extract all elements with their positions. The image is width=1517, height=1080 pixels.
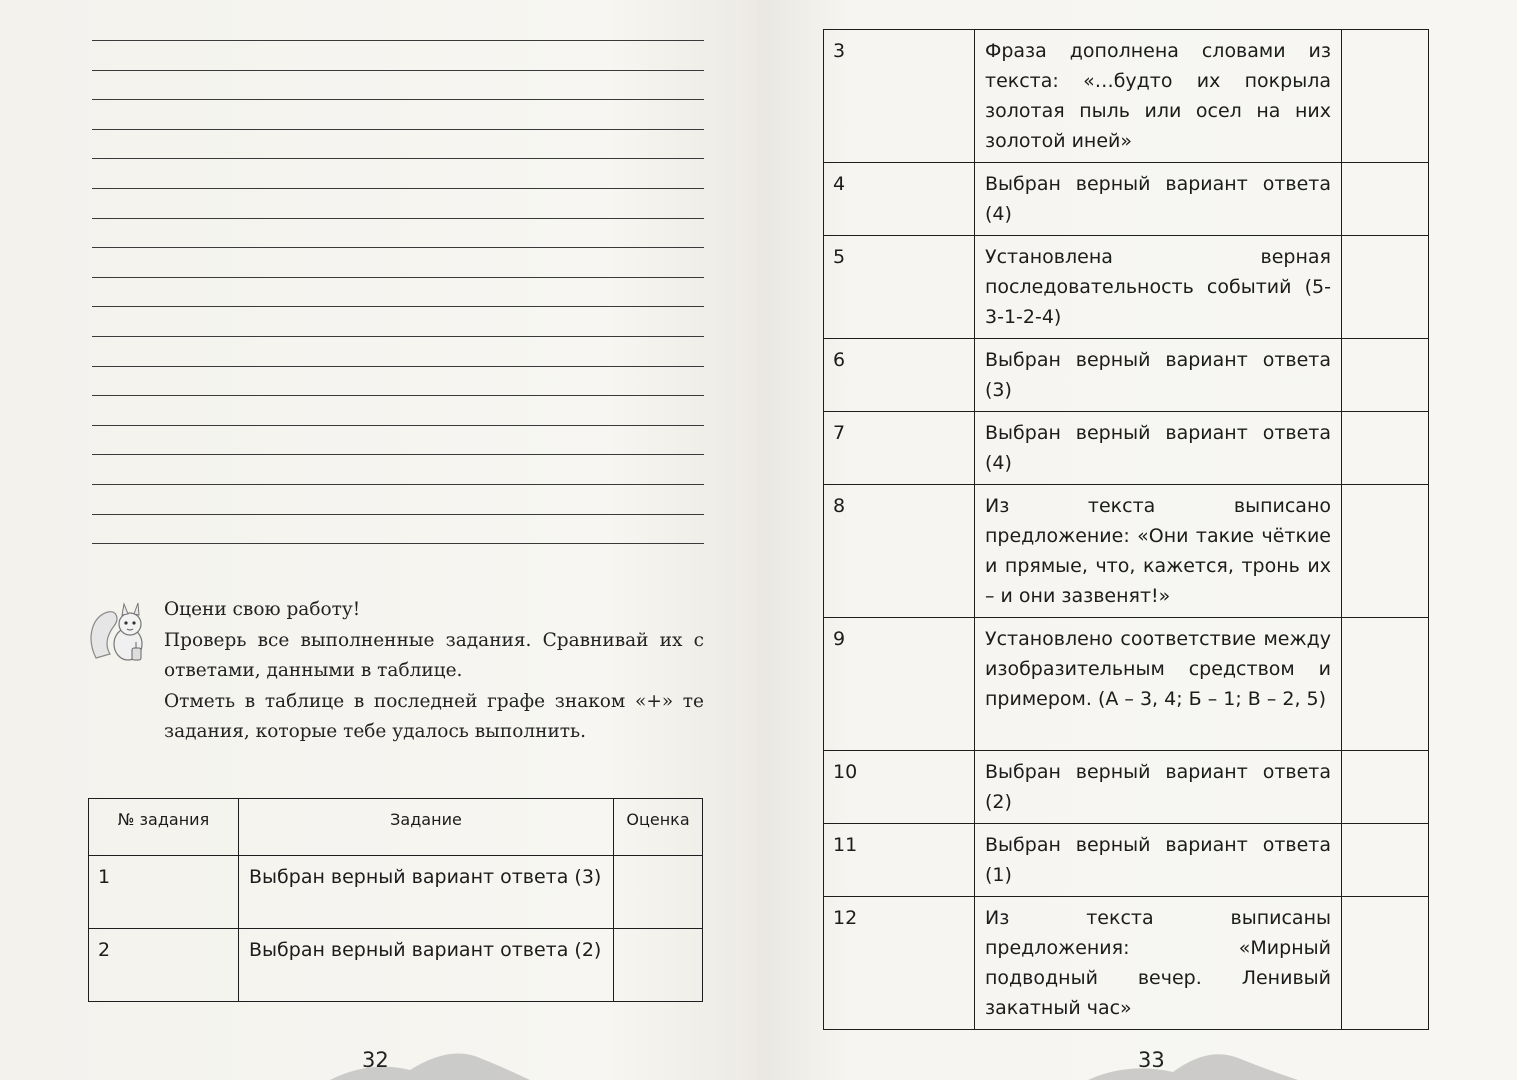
writing-line (92, 40, 704, 41)
grade-cell[interactable] (1342, 824, 1429, 897)
row-task: Фраза дополнена словами из текста: «…будто их покрыла золотая пыль или осел на них золотой иней» (975, 30, 1342, 163)
row-task: Выбран верный вариант ответа (3) (239, 856, 614, 929)
table-row (824, 897, 1429, 1030)
table-row (824, 236, 1429, 339)
row-number: 1 (89, 856, 239, 929)
table-row (824, 485, 1429, 618)
writing-line (92, 543, 704, 544)
table-row (824, 412, 1429, 485)
grade-cell[interactable] (1342, 485, 1429, 618)
grade-cell[interactable] (1342, 897, 1429, 1030)
table-row (824, 824, 1429, 897)
table-row (824, 751, 1429, 824)
answer-writing-lines[interactable] (92, 40, 704, 573)
grade-cell[interactable] (1342, 751, 1429, 824)
assessment-table-right (823, 29, 1429, 1030)
row-task: Из текста выписано предложение: «Они такие чёткие и прямые, что, кажется, тронь их – и они зазвенят!» (975, 485, 1342, 618)
table-row (824, 163, 1429, 236)
writing-line (92, 277, 704, 278)
right-page (758, 0, 1517, 1080)
grade-cell[interactable] (1342, 412, 1429, 485)
writing-line (92, 129, 704, 130)
row-number: 11 (824, 824, 975, 897)
row-number: 5 (824, 236, 975, 339)
table-row (89, 929, 703, 1002)
row-number: 3 (824, 30, 975, 163)
writing-line (92, 454, 704, 455)
writing-line (92, 218, 704, 219)
page-number: 33 (1138, 1048, 1165, 1072)
grade-cell[interactable] (1342, 163, 1429, 236)
table-header-row (89, 799, 703, 856)
row-task: Выбран верный вариант ответа (4) (975, 163, 1342, 236)
writing-line (92, 366, 704, 367)
header-task: Задание (239, 799, 614, 856)
row-task: Выбран верный вариант ответа (3) (975, 339, 1342, 412)
writing-line (92, 484, 704, 485)
instructions-title: Оцени свою работу! (164, 599, 361, 620)
table-row (824, 30, 1429, 163)
row-number: 2 (89, 929, 239, 1002)
instructions-line-2: Отметь в таблице в последней графе знаком «+» те задания, которые тебе удалось выполнить. (164, 690, 704, 742)
table-row (824, 618, 1429, 751)
writing-line (92, 514, 704, 515)
row-number: 4 (824, 163, 975, 236)
instructions-line-1: Проверь все выполненные задания. Сравнивай их с ответами, данными в таблице. (164, 629, 704, 681)
table-row (824, 339, 1429, 412)
left-page (0, 0, 758, 1080)
header-number: № задания (89, 799, 239, 856)
grade-cell[interactable] (1342, 618, 1429, 751)
row-task: Выбран верный вариант ответа (4) (975, 412, 1342, 485)
wave-decoration-icon (1088, 1040, 1298, 1080)
row-task: Установлена верная последовательность событий (5-3-1-2-4) (975, 236, 1342, 339)
grade-cell[interactable] (1342, 30, 1429, 163)
row-number: 10 (824, 751, 975, 824)
writing-line (92, 158, 704, 159)
page-number: 32 (362, 1048, 389, 1072)
grade-cell[interactable] (614, 929, 703, 1002)
row-task: Установлено соответствие между изобразительным средством и примером. (А – 3, 4; Б – 1; В – 2, 5) (975, 618, 1342, 751)
grade-cell[interactable] (614, 856, 703, 929)
grade-cell[interactable] (1342, 339, 1429, 412)
grade-cell[interactable] (1342, 236, 1429, 339)
row-task: Выбран верный вариант ответа (2) (239, 929, 614, 1002)
writing-line (92, 395, 704, 396)
writing-line (92, 188, 704, 189)
header-grade: Оценка (614, 799, 703, 856)
writing-line (92, 425, 704, 426)
row-number: 6 (824, 339, 975, 412)
writing-line (92, 70, 704, 71)
row-number: 9 (824, 618, 975, 751)
row-task: Выбран верный вариант ответа (1) (975, 824, 1342, 897)
wave-decoration-icon (330, 1040, 530, 1080)
row-task: Из текста выписаны предложения: «Мирный подводный вечер. Ленивый закатный час» (975, 897, 1342, 1030)
row-number: 7 (824, 412, 975, 485)
writing-line (92, 336, 704, 337)
row-number: 8 (824, 485, 975, 618)
writing-line (92, 99, 704, 100)
row-task: Выбран верный вариант ответа (2) (975, 751, 1342, 824)
squirrel-icon (86, 598, 158, 668)
self-assessment-instructions (164, 595, 704, 748)
row-number: 12 (824, 897, 975, 1030)
writing-line (92, 247, 704, 248)
assessment-table-left (88, 798, 703, 1002)
table-row (89, 856, 703, 929)
writing-line (92, 306, 704, 307)
